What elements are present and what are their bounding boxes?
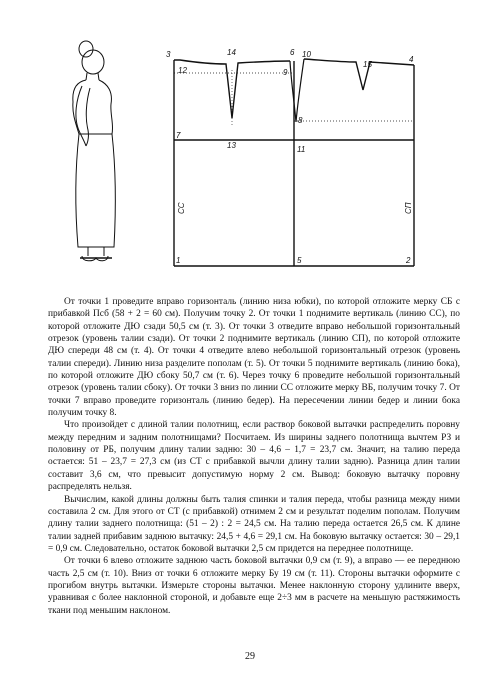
front-center-label: СП <box>404 202 413 214</box>
paragraph: От точки 6 влево отложите заднюю часть боковой вытачки 0,9 см (т. 9), а вправо — ее переднюю часть 2,5 см (т. 10). Вниз от точки 6 отложите мерку Бу 19 см (т. 11). Стороны вытачки оформите с прогибом внутрь вытачки. Измерьте стороны вытачки. Менее наклонную сторону удлините вверх, уравнивая с более наклонной стороной, и добавьте еще 2÷3 мм в расчете на меньшую растяжимость ткани под меньшим наклоном. <box>48 556 460 616</box>
pattern-outline <box>174 59 414 266</box>
point-label-4: 4 <box>409 55 414 64</box>
point-labels <box>166 48 414 265</box>
point-label-11: 11 <box>297 145 306 154</box>
body-text <box>48 296 460 617</box>
point-label-1: 1 <box>176 256 181 265</box>
point-label-2: 2 <box>406 256 411 265</box>
point-label-3: 3 <box>166 50 171 59</box>
skirt-pattern-figure <box>0 0 500 290</box>
point-label-13: 13 <box>227 141 236 150</box>
pattern-drawing <box>0 0 500 290</box>
paragraph: Что произойдет с длиной талии полотнищ, если раствор боковой вытачки распределить поровну между передним и задним полотнищами? Посчитаем. Из ширины заднего полотнища вычтем РЗ и половину от РБ, получим длину талии задню: 30 – 4,6 – 1,7 = 23,7 см. Значит, на талию переда остается: 51 – 23,7 = 27,3 см (из СТ с прибавкой вычли длину талии задню). Разница длин талии составит 3,6 см, что превысит допустимую норму 2 см. Вывод: боковую вытачку поровну распределять нельзя. <box>48 420 460 493</box>
paragraph: Вычислим, какой длины должны быть талия спинки и талия переда, чтобы разница между ними составила 2 см. Для этого от СТ (с прибавкой) отнимем 2 см и результат поделим пополам. Получим длину талии заднего полотнища: (51 – 2) : 2 = 24,5 см. На талию переда остается 26,5 см. К длине талии задней прибавим заднюю вытачку: 24,5 + 4,6 = 29,1 см. На боковую вытачку остается: 30 – 29,1 = 0,9 см. Следовательно, остаток боковой вытачки 2,5 см придется на переднее полотнище. <box>48 494 460 554</box>
back-center-label: СС <box>177 202 186 214</box>
point-label-5: 5 <box>297 256 302 265</box>
point-label-12: 12 <box>178 66 187 75</box>
page-number: 29 <box>245 651 255 662</box>
point-label-10: 10 <box>302 50 311 59</box>
point-label-14: 14 <box>227 48 236 57</box>
point-label-15: 15 <box>363 60 372 69</box>
point-label-8: 8 <box>298 116 303 125</box>
point-label-7: 7 <box>176 131 181 140</box>
paragraph: От точки 1 проведите вправо горизонталь (линию низа юбки), по которой отложите мерку СБ с прибавкой Псб (58 + 2 = 60 см). Получим точку 2. От точки 1 поднимите вертикаль (линию СС), по которой отложите ДЮ сзади 50,5 см (т. 3). От точки 3 отведите вправо небольшой горизонтальный отрезок (уровень талии сзади). От точки 2 поднимите вертикаль (линию СП), по которой отложите ДЮ спереди 48 см (т. 4). От точки 4 отведите влево небольшой горизонтальный отрезок (уровень талии спереди). Линию низа разделите пополам (т. 5). От точки 5 поднимите вертикаль (линию бока), по которой отложите ДЮ сбоку 50,7 см (т. 6). Через точку 6 проведите небольшой горизонтальный отрезок (уровень талии сбоку). От точки 3 вниз по линии СС отложите мерку ВБ, получим точку 7. От точки 7 вправо проведите горизонталь (линию бедер). На пересечении линии бедер и линии бока получим точку 8. <box>48 297 460 419</box>
point-label-9: 9 <box>283 68 288 77</box>
woman-figure-illustration <box>73 41 115 261</box>
point-label-6: 6 <box>290 48 295 57</box>
